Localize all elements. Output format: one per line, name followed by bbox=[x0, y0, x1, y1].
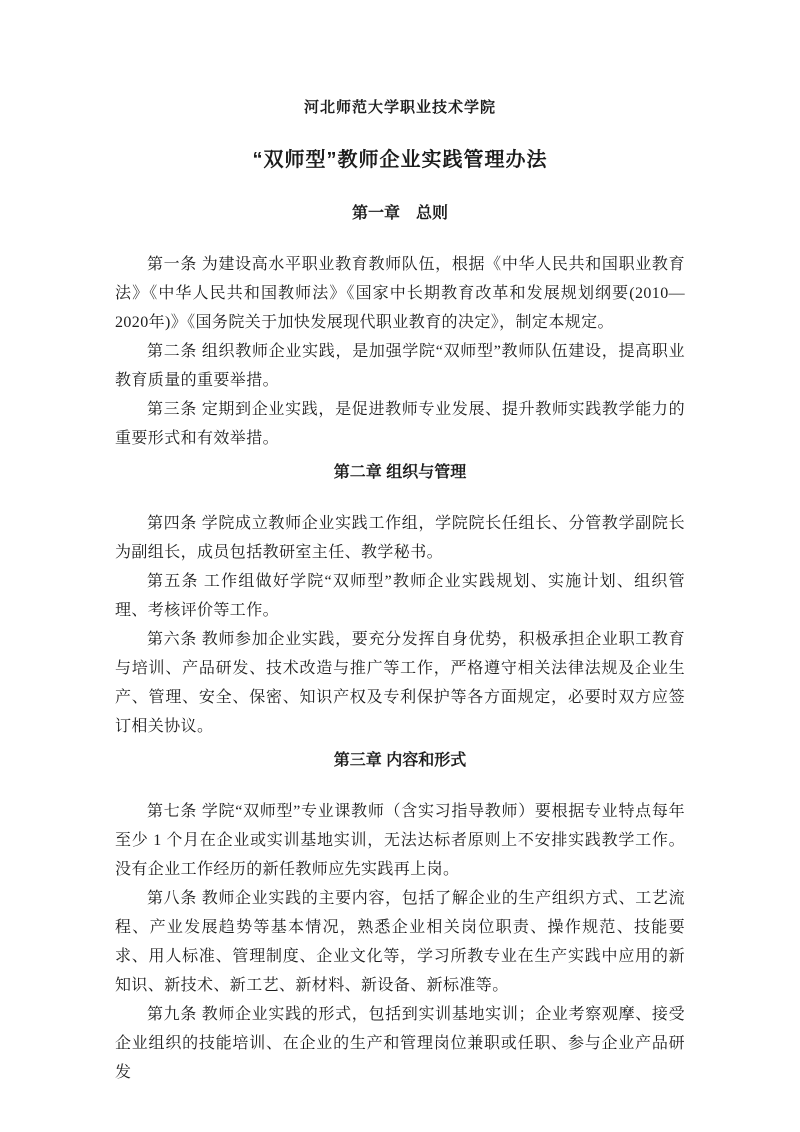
article-paragraph-9: 第九条 教师企业实践的形式，包括到实训基地实训；企业考察观摩、接受企业组织的技能培训、在企业的生产和管理岗位兼职或任职、参与企业产品研发 bbox=[115, 1006, 685, 1081]
doc-header: 河北师范大学职业技术学院 bbox=[303, 99, 496, 116]
chapter-heading-3: 第三章 内容和形式 bbox=[333, 752, 467, 769]
article-paragraph-7: 第七条 学院“双师型”专业课教师（含实习指导教师）要根据专业特点每年至少 1 个月在企业或实训基地实训，无法达标者原则上不安排实践教学工作。没有企业工作经历的新任教师应先实践再上岗。 bbox=[115, 803, 685, 878]
article-paragraph-3: 第三条 定期到企业实践，是促进教师专业发展、提升教师实践教学能力的重要形式和有效举措。 bbox=[115, 401, 685, 447]
article-paragraph-4: 第四条 学院成立教师企业实践工作组，学院院长任组长、分管教学副院长为副组长，成员包括教研室主任、教学秘书。 bbox=[115, 515, 685, 561]
doc-title: “双师型”教师企业实践管理办法 bbox=[252, 149, 548, 171]
article-paragraph-2: 第二条 组织教师企业实践，是加强学院“双师型”教师队伍建设，提高职业教育质量的重要举措。 bbox=[115, 343, 685, 389]
article-paragraph-8: 第八条 教师企业实践的主要内容，包括了解企业的生产组织方式、工艺流程、产业发展趋势等基本情况，熟悉企业相关岗位职责、操作规范、技能要求、用人标准、管理制度、企业文化等，学习所教专业在生产实践中应用的新知识、新技术、新工艺、新材料、新设备、新标准等。 bbox=[115, 890, 685, 994]
article-paragraph-5: 第五条 工作组做好学院“双师型”教师企业实践规划、实施计划、组织管理、考核评价等工作。 bbox=[115, 573, 685, 619]
article-paragraph-6: 第六条 教师参加企业实践，要充分发挥自身优势，积极承担企业职工教育与培训、产品研发、技术改造与推广等工作，严格遵守相关法律法规及企业生产、管理、安全、保密、知识产权及专利保护等各方面规定，必要时双方应签订相关协议。 bbox=[115, 631, 685, 735]
chapter-heading-2: 第二章 组织与管理 bbox=[333, 464, 467, 481]
article-paragraph-1: 第一条 为建设高水平职业教育教师队伍，根据《中华人民共和国职业教育法》《中华人民共和国教师法》《国家中长期教育改革和发展规划纲要(2010—2020年)》《国务院关于加快发展现代职业教育的决定》，制定本规定。 bbox=[115, 256, 685, 331]
chapter-heading-1: 第一章 总则 bbox=[351, 205, 448, 222]
